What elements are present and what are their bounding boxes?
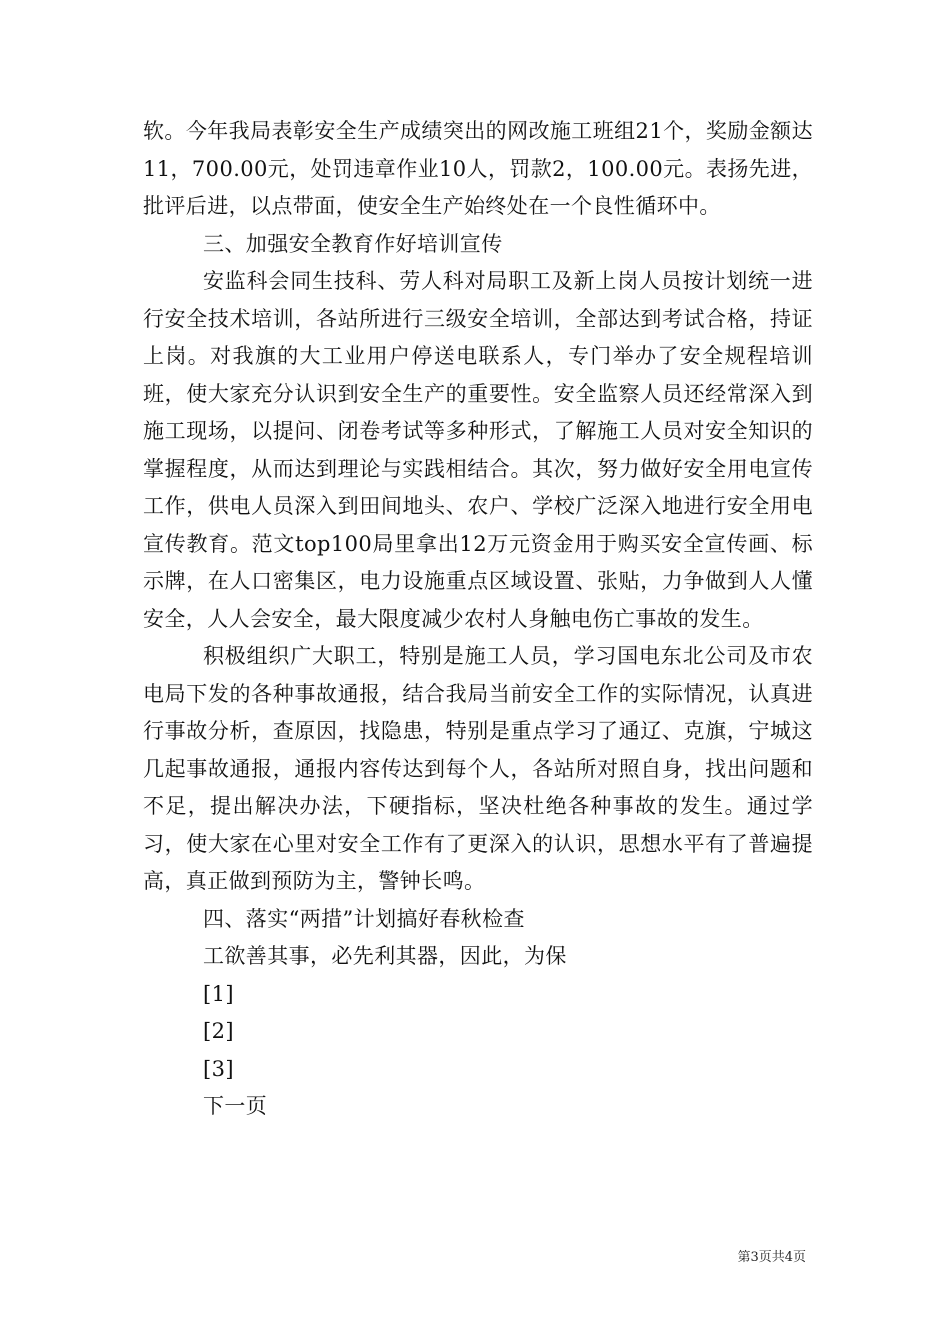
paragraph-truncated: 工欲善其事，必先利其器，因此，为保: [203, 944, 567, 968]
paragraph-continuation: 软。今年我局表彰安全生产成绩突出的网改施工班组21个，奖励金额达11，700.00元，处罚违章作业10人，罚款2，100.00元。表扬先进，批评后进，以点带面，使安全生产始终处在一个良性循环中。: [143, 119, 813, 218]
document-body: [143, 113, 813, 1126]
next-page-link[interactable]: 下一页: [203, 1094, 268, 1118]
paragraph-training: 安监科会同生技科、劳人科对局职工及新上岗人员按计划统一进行安全技术培训，各站所进行三级安全培训，全部达到考试合格，持证上岗。对我旗的大工业用户停送电联系人，专门举办了安全规程培训班，使大家充分认识到安全生产的重要性。安全监察人员还经常深入到施工现场，以提问、闭卷考试等多种形式，了解施工人员对安全知识的掌握程度，从而达到理论与实践相结合。其次，努力做好安全用电宣传工作，供电人员深入到田间地头、农户、学校广泛深入地进行安全用电宣传教育。范文top100局里拿出12万元资金用于购买安全宣传画、标示牌，在人口密集区，电力设施重点区域设置、张贴，力争做到人人懂安全，人人会安全，最大限度减少农村人身触电伤亡事故的发生。: [143, 269, 813, 631]
page-link-1[interactable]: [1]: [203, 981, 234, 1006]
page-link-2[interactable]: [2]: [203, 1019, 234, 1043]
page-link-3[interactable]: [3]: [203, 1056, 234, 1081]
page-number-footer: 第3页共4页: [737, 1250, 806, 1265]
section-heading-4: 四、落实“两措”计划搞好春秋检查: [203, 906, 525, 931]
section-heading-3: 三、加强安全教育作好培训宣传: [203, 231, 503, 256]
paragraph-accident-study: 积极组织广大职工，特别是施工人员，学习国电东北公司及市农电局下发的各种事故通报，结合我局当前安全工作的实际情况，认真进行事故分析，查原因，找隐患，特别是重点学习了通辽、克旗，宁城这几起事故通报，通报内容传达到每个人，各站所对照自身，找出问题和不足，提出解决办法，下硬指标，坚决杜绝各种事故的发生。通过学习，使大家在心里对安全工作有了更深入的认识，思想水平有了普遍提高，真正做到预防为主，警钟长鸣。: [143, 644, 813, 893]
